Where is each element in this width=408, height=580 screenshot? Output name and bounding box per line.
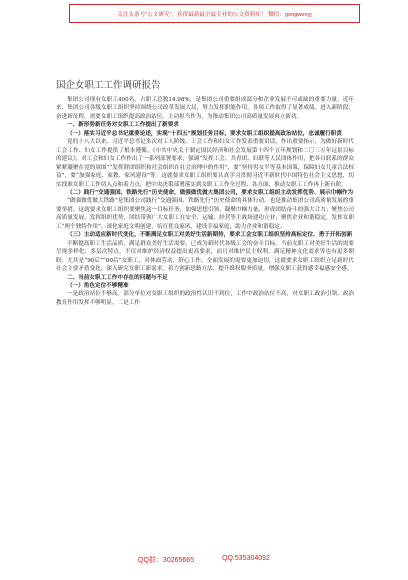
footer-qq-group: QQ群：30265665 xyxy=(138,557,195,564)
paragraph-2-1: 一是政治站位不够高。部分单位对女职工组织的政治性认识不到位，工作中政治站位不高，对女职工政治引领、政治教育作用发挥不够明显。二是工作 xyxy=(56,291,354,306)
section-heading-2: 二、当前女职工工作中存在的问题与不足 xyxy=(67,274,168,281)
subsection-heading-2-1: （一）角色定位不够精准 xyxy=(67,282,129,289)
promo-banner: 关注头条号“公文研究”，获得最新最全最专业的公文资料库！ 微信：gongwenyj xyxy=(69,4,360,23)
footer-qq: QQ:535304092 xyxy=(222,555,270,562)
paragraph-1-2: “做强做优做大铁路”是集团公司践行“交通强国、铁路先行”历史使命的具体行动，也是推动集团公司高质量发展的重要举措。这就要求女职工组织要聚焦这一目标任务，加强思想引领，凝聚巾帼力量，形成团结奋斗的强大合力；聚焦公司高质量发展，发挥组织优势，团结带领广大女职工在安全、运输、经营等主战场建功立业；聚焦企业和谐稳定，发挥女职工“两个独特作用”，深化家庭文明创建，培育优良家风，建设幸福家庭，助力企业和谐稳定。 xyxy=(56,198,354,230)
subsection-heading-1-3: （三）主动适应新时代变化，不断满足女职工对美好生活新期待，要求工会女职工组织坚持高标定位、勇于开拓创新 xyxy=(67,232,353,239)
page-footer xyxy=(0,555,408,569)
section-heading-1: 一、新形势新任务对女职工工作提出了新要求 xyxy=(67,122,179,129)
document-title: 国企女职工工作调研报告 xyxy=(56,80,161,91)
document-body xyxy=(56,96,354,307)
subsection-heading-1-2: （二）践行“交通强国、铁路先行”历史使命，做强做优做大集团公司，要求女职工组织主动发挥优势、展示巾帼作为 xyxy=(67,189,354,196)
intro-paragraph: 集团公司现有女职工400名，占职工总数14.98%，是集团公司重要组成部分和企业发展不可或缺的重要力量。近年来，集团公司各级女职工组织坚持围绕公司改革发展大局，努力发挥职能作用，各项工作取得了显著成绩。进入新阶段，奋进新征程，需要女职工组织提高政治站位，主动担当作为，为推动集团公司高质量发展再立新功。 xyxy=(56,97,354,120)
paragraph-1-3: 不断提高职工生活品质、满足群众美好生活需要，已成为新时代各级工会的奋斗目标。当前女职工对美好生活的需要呈现多样化、多层次特点，不仅对维护经济权益提出更高要求，而且对维护民主权利、满足精神文化需求等也有更多期盼，尤其是“90后”“00后”女职工，对体面劳动、舒心工作、全面发展的需要更加迫切，这就要求女职工组织立足新时代社会主要矛盾变化，深入研究女职工新需求，着力创新思路方法，提升维权服务质量，增强女职工获得感幸福感安全感。 xyxy=(56,240,354,273)
subsection-heading-1-1: （一）落实习近平总书记重要论述，实现“十四五”规划任务目标，要求女职工组织提高政治站位，忠诚履行职责 xyxy=(67,130,342,137)
paragraph-1-1: 党的十八大以来，习近平总书记多次对工人阶级、工会工作和妇女工作发表重要讲话、作出重要指示，为做好新时代工会工作、妇女工作提供了根本遵循。《中共中央关于制定国民经济和社会发展第十四个五年规划和二〇三五年远景目标的建议》，对工会和妇女工作作出了一系列部署要求，强调“发挥工会、共青团、妇联等人民团体作用，把各自联系的群众紧紧凝聚在党的周围”“发挥群团组织和社会组织在社会治理中的作用”，要“坚持男女平等基本国策，保障妇女儿童合法权益”，要“加强家庭、家教、家风建设”等。这就要求女职工组织要认真学习贯彻习近平新时代中国特色社会主义思想，切实找准女职工工作切入点和着力点，把中央决策部署落实到女职工工作全过程、各方面，推动女职工工作再上新台阶。 xyxy=(56,139,354,188)
